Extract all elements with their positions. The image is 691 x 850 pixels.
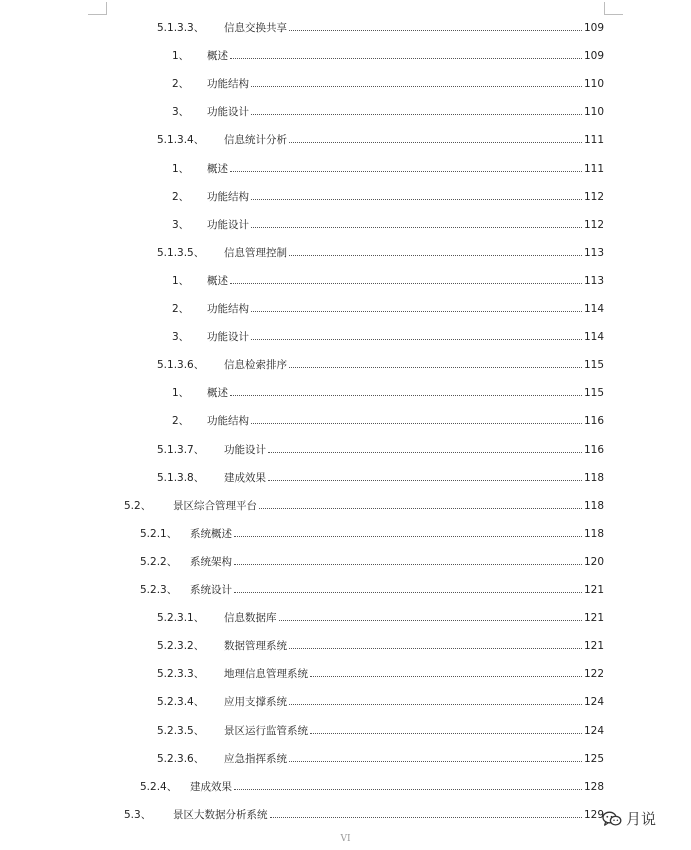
toc-entry[interactable] [0,385,604,401]
page-footer-number: VI [340,834,351,844]
toc-entry[interactable] [0,526,604,542]
toc-entry-title: 功能结构 [207,415,249,428]
toc-entry-number: 5.1.3.4、 [157,134,205,147]
toc-leader-dots [289,30,582,31]
toc-entry-page: 124 [583,724,604,737]
toc-entry-title: 系统概述 [190,527,232,540]
toc-leader-dots [268,452,582,453]
toc-entry-title: 功能设计 [207,331,249,344]
toc-entry-page: 118 [583,499,604,512]
toc-entry-title: 景区运行监管系统 [224,724,308,737]
toc-entry[interactable] [0,638,604,654]
toc-entry-title: 系统设计 [190,584,232,596]
toc-entry-number: 5.2.3.4、 [157,696,205,709]
toc-entry-number: 2、 [172,303,190,315]
toc-entry-page: 111 [583,162,604,175]
toc-leader-dots [289,648,582,649]
toc-entry-title: 功能设计 [207,218,249,231]
toc-leader-dots [268,480,582,481]
toc-entry-page: 116 [583,443,604,456]
toc-entry-title: 系统架构 [190,555,232,568]
toc-entry-number: 5.2.3.5、 [157,724,205,737]
toc-entry-number: 1、 [172,162,190,175]
toc-entry[interactable] [0,582,604,598]
toc-entry-page: 118 [583,471,604,484]
toc-entry-number: 5.2.3、 [140,584,178,596]
toc-entry-number: 3、 [172,218,190,231]
toc-entry[interactable] [0,694,604,710]
toc-entry-title: 概述 [207,162,228,175]
toc-entry-title: 功能结构 [207,303,249,315]
toc-leader-dots [289,704,582,705]
toc-entry-number: 5.1.3.5、 [157,246,205,259]
toc-entry-page: 109 [583,22,604,34]
toc-entry-page: 113 [583,274,604,287]
toc-entry-number: 5.2.4、 [140,780,178,793]
toc-entry-number: 1、 [172,50,190,63]
toc-entry-page: 128 [583,780,604,793]
toc-leader-dots [234,592,582,593]
toc-leader-dots [289,255,582,256]
toc-entry-page: 120 [583,555,604,568]
toc-entry[interactable] [0,442,604,458]
toc-entry-title: 建成效果 [224,471,266,484]
toc-leader-dots [289,367,582,368]
toc-entry-page: 112 [583,218,604,231]
toc-entry-number: 5.3、 [124,808,152,821]
toc-leader-dots [230,171,582,172]
toc-entry-title: 概述 [207,50,228,63]
toc-entry-page: 110 [583,106,604,119]
toc-entry-number: 3、 [172,106,190,119]
toc-leader-dots [279,620,582,621]
toc-entry[interactable] [0,357,604,373]
toc-entry[interactable] [0,217,604,233]
toc-entry[interactable] [0,161,604,177]
toc-entry[interactable] [0,807,604,823]
toc-leader-dots [230,58,582,59]
toc-entry-page: 111 [583,134,604,147]
toc-entry-page: 125 [583,752,604,765]
toc-entry-page: 129 [583,808,604,821]
toc-entry-title: 信息统计分析 [224,134,287,147]
toc-leader-dots [289,142,582,143]
toc-entry-title: 景区综合管理平台 [173,499,257,512]
toc-entry-number: 5.1.3.8、 [157,471,205,484]
toc-leader-dots [251,227,582,228]
watermark [602,808,656,829]
toc-entry-title: 功能结构 [207,78,249,91]
toc-entry-title: 功能结构 [207,190,249,203]
toc-leader-dots [230,395,582,396]
toc-entry-page: 112 [583,190,604,203]
toc-entry-number: 2、 [172,415,190,428]
toc-entry-title: 景区大数据分析系统 [173,808,268,821]
toc-entry-title: 信息管理控制 [224,246,287,259]
toc-entry-page: 115 [583,359,604,372]
toc-entry-number: 5.1.3.6、 [157,359,205,372]
toc-entry-title: 数据管理系统 [224,640,287,653]
crop-mark-left [88,2,107,15]
toc-entry-title: 功能设计 [224,443,266,456]
toc-entry[interactable] [0,610,604,626]
toc-entry-number: 3、 [172,331,190,344]
toc-entry-title: 地理信息管理系统 [224,668,308,681]
toc-entry-number: 5.2.3.6、 [157,752,205,765]
toc-entry[interactable] [0,273,604,289]
wechat-icon [602,811,622,827]
toc-entry[interactable] [0,245,604,261]
toc-entry-page: 121 [583,584,604,596]
toc-entry-page: 110 [583,78,604,91]
toc-entry-number: 5.2.3.3、 [157,668,205,681]
toc-entry-page: 121 [583,612,604,625]
toc-entry[interactable] [0,20,604,36]
toc-entry-number: 5.2、 [124,499,152,512]
toc-leader-dots [270,817,582,818]
toc-entry[interactable] [0,470,604,486]
toc-entry[interactable] [0,723,604,739]
toc-entry-title: 信息检索排序 [224,359,287,372]
toc-leader-dots [251,311,582,312]
toc-entry-page: 114 [583,303,604,315]
toc-entry-page: 124 [583,696,604,709]
toc-leader-dots [251,199,582,200]
toc-entry[interactable] [0,779,604,795]
toc-leader-dots [230,283,582,284]
toc-entry-page: 118 [583,527,604,540]
toc-leader-dots [251,339,582,340]
toc-entry-title: 概述 [207,274,228,287]
toc-entry[interactable] [0,554,604,570]
toc-leader-dots [251,86,582,87]
toc-entry-page: 121 [583,640,604,653]
toc-entry-number: 5.2.3.1、 [157,612,205,625]
toc-entry[interactable] [0,48,604,64]
toc-leader-dots [289,761,582,762]
watermark-text: 月说 [626,810,657,828]
toc-entry[interactable] [0,666,604,682]
toc-entry-number: 5.2.2、 [140,555,178,568]
toc-leader-dots [310,676,582,677]
toc-leader-dots [234,789,582,790]
toc-entry[interactable] [0,76,604,92]
toc-entry-page: 122 [583,668,604,681]
toc-entry-page: 114 [583,331,604,344]
toc-entry-title: 信息数据库 [224,612,277,625]
toc-leader-dots [259,508,582,509]
toc-entry-number: 1、 [172,387,190,400]
toc-entry-number: 5.1.3.3、 [157,22,205,34]
toc-entry-page: 113 [583,246,604,259]
toc-entry-title: 应急指挥系统 [224,752,287,765]
toc-leader-dots [251,423,582,424]
toc-entry[interactable] [0,413,604,429]
toc-entry[interactable] [0,189,604,205]
toc-entry[interactable] [0,301,604,317]
toc-entry-number: 5.1.3.7、 [157,443,205,456]
toc-entry[interactable] [0,132,604,148]
toc-leader-dots [251,114,582,115]
toc-entry[interactable] [0,104,604,120]
toc-entry-number: 5.2.3.2、 [157,640,205,653]
toc-entry-page: 116 [583,415,604,428]
toc-entry-title: 建成效果 [190,780,232,793]
toc-leader-dots [234,564,582,565]
toc-entry-number: 2、 [172,190,190,203]
crop-mark-right [604,2,623,15]
toc-leader-dots [310,733,582,734]
toc-entry-title: 功能设计 [207,106,249,119]
toc-entry-number: 1、 [172,274,190,287]
toc-entry[interactable] [0,498,604,514]
toc-entry-title: 应用支撑系统 [224,696,287,709]
toc-entry-title: 信息交换共享 [224,22,287,34]
toc-entry-page: 109 [583,50,604,63]
toc-entry[interactable] [0,329,604,345]
toc-entry-number: 2、 [172,78,190,91]
toc-entry-number: 5.2.1、 [140,527,178,540]
toc-leader-dots [234,536,582,537]
toc-entry-page: 115 [583,387,604,400]
toc-entry[interactable] [0,751,604,767]
toc-entry-title: 概述 [207,387,228,400]
